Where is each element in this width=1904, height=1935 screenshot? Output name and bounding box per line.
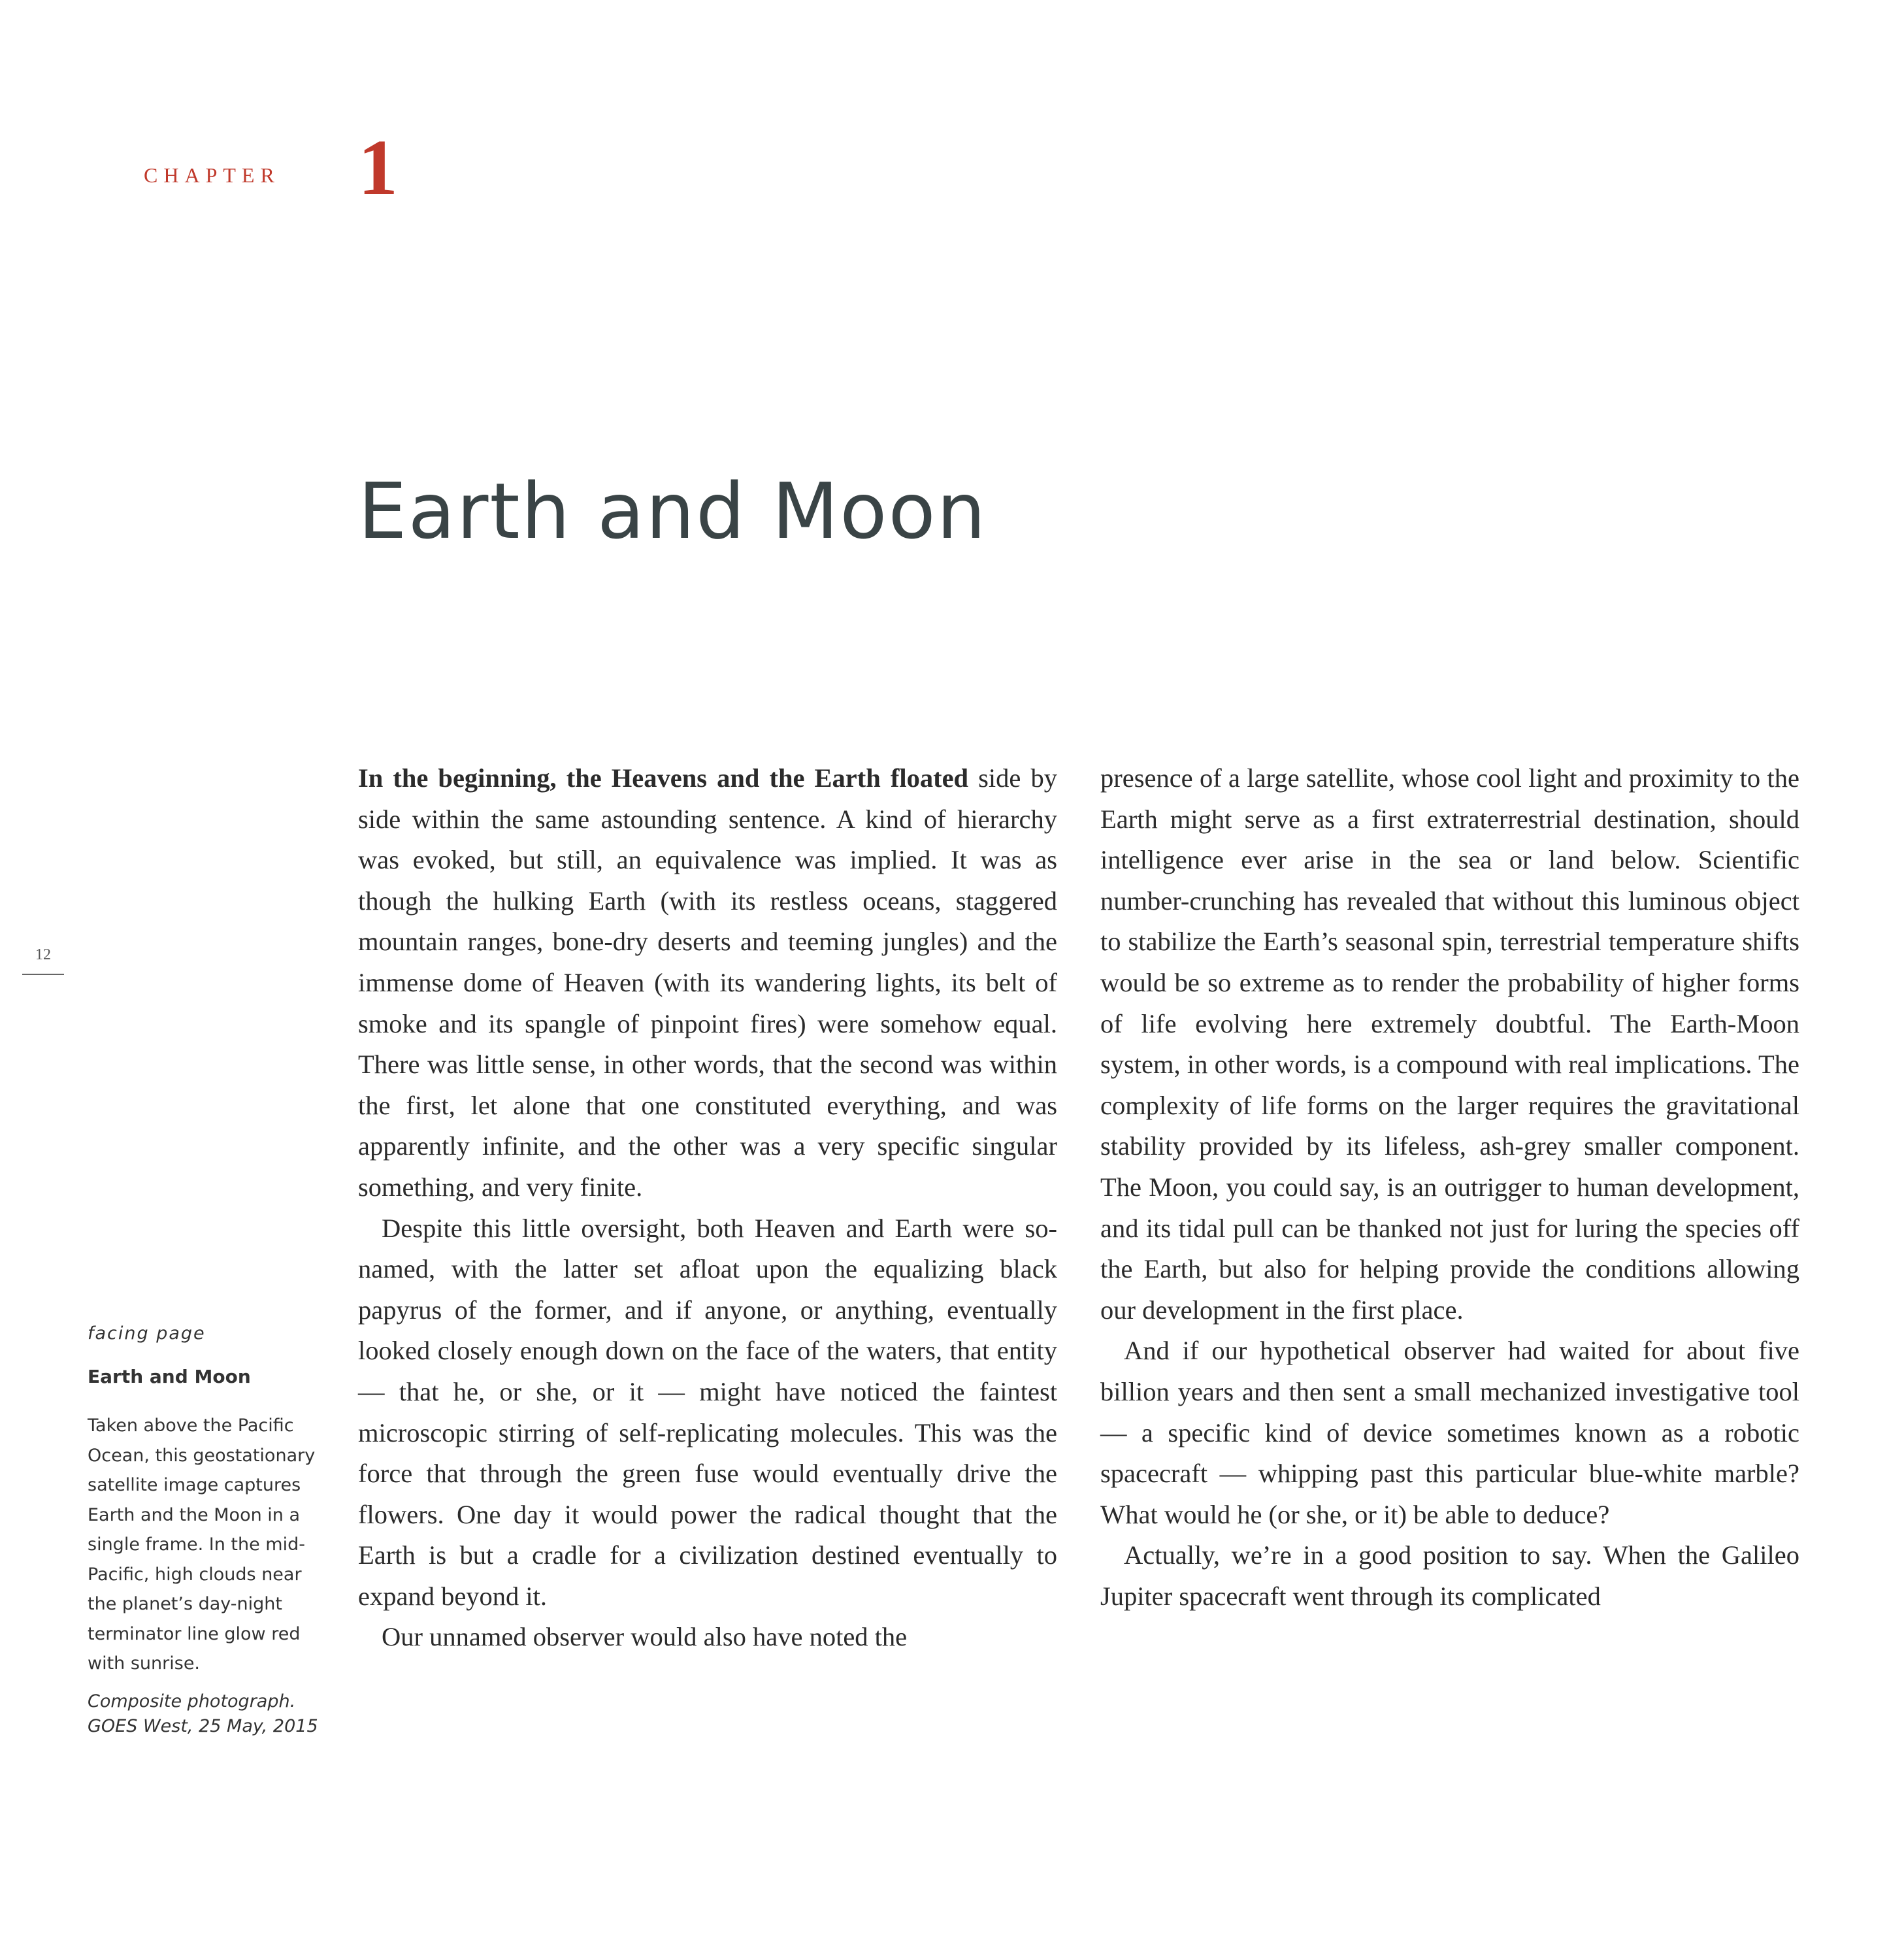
chapter-label: CHAPTER <box>144 163 280 187</box>
page-title: Earth and Moon <box>358 466 987 556</box>
paragraph-4: And if our hypothetical observer had waited for about five billion years and then sent a small mechanized investigative tool — a specific kind of device sometimes known as a robotic spacecraft — whipping past this particular blue-white marble? What would he (or she, or it) be able to deduce? <box>1100 1336 1799 1529</box>
chapter-number: 1 <box>358 124 398 212</box>
figure-caption <box>88 1323 323 1739</box>
caption-title: Earth and Moon <box>88 1366 251 1387</box>
folio: 12 <box>35 946 51 963</box>
folio-rule <box>22 974 64 975</box>
paragraph-3-continued: presence of a large satellite, whose cool light and proximity to the Earth might serve as a first extraterrestrial destination, should intelligence ever arise in the sea or land below. Scientific number-crunching has revealed that without this luminous object to stabilize the Earth’s seasonal spin, terrestrial temperature shifts would be so extreme as to render the probability of higher forms of life evolving here extremely doubtful. The Earth-Moon system, in other words, is a compound with real implications. The complexity of life forms on the larger requires the gravitational stability provided by its lifeless, ash-grey smaller component. The Moon, you could say, is an outrigger to human development, and its tidal pull can be thanked not just for luring the species off the Earth, but also for helping provide the conditions allowing our development in the first place. <box>1100 763 1799 1325</box>
paragraph-3-start: Our unnamed observer would also have noted the <box>382 1622 908 1652</box>
paragraph-1 <box>358 758 1057 1208</box>
paragraph-1-text: side by side within the same astounding sentence. A kind of hierarchy was evoked, but still, an equivalence was implied. It was as though the hulking Earth (with its restless oceans, staggered mountain ranges, bone-dry deserts and teeming jungles) and the immense dome of Heaven (with its wandering lights, its belt of smoke and its spangle of pinpoint fires) were somehow equal. There was little sense, in other words, that the second was within the first, let alone that one constituted everything, and was apparently infinite, and the other was a very specific singular something, and very finite. <box>358 763 1057 1202</box>
caption-credit-line1: Composite photograph. <box>88 1691 296 1712</box>
paragraph-5: Actually, we’re in a good position to say. When the Galileo Jupiter spacecraft went through its complicated <box>1100 1540 1799 1611</box>
caption-label: facing page <box>88 1323 206 1344</box>
paragraph-2: Despite this little oversight, both Heaven and Earth were so-named, with the latter set afloat upon the equalizing black papyrus of the former, and if anyone, or anything, eventually looked closely enough down on the face of the waters, that entity — that he, or she, or it — might have noticed the faintest microscopic stirring of self-replicating molecules. This was the force that through the green fuse would eventually drive the flowers. One day it would power the radical thought that the Earth is but a cradle for a civilization destined eventually to expand beyond it. <box>358 1213 1057 1611</box>
lead-in: In the beginning, the Heavens and the Earth floated <box>358 763 969 793</box>
body-column-left <box>358 758 1057 1658</box>
body-column-right <box>1100 758 1799 1617</box>
caption-credit <box>88 1689 323 1739</box>
caption-credit-line2: GOES West, 25 May, 2015 <box>88 1715 318 1736</box>
caption-body: Taken above the Pacific Ocean, this geostationary satellite image captures Earth and the Moon in a single frame. In the mid-Pacific, high clouds near the planet’s day-night terminator line glow red with sunrise. <box>88 1415 316 1674</box>
